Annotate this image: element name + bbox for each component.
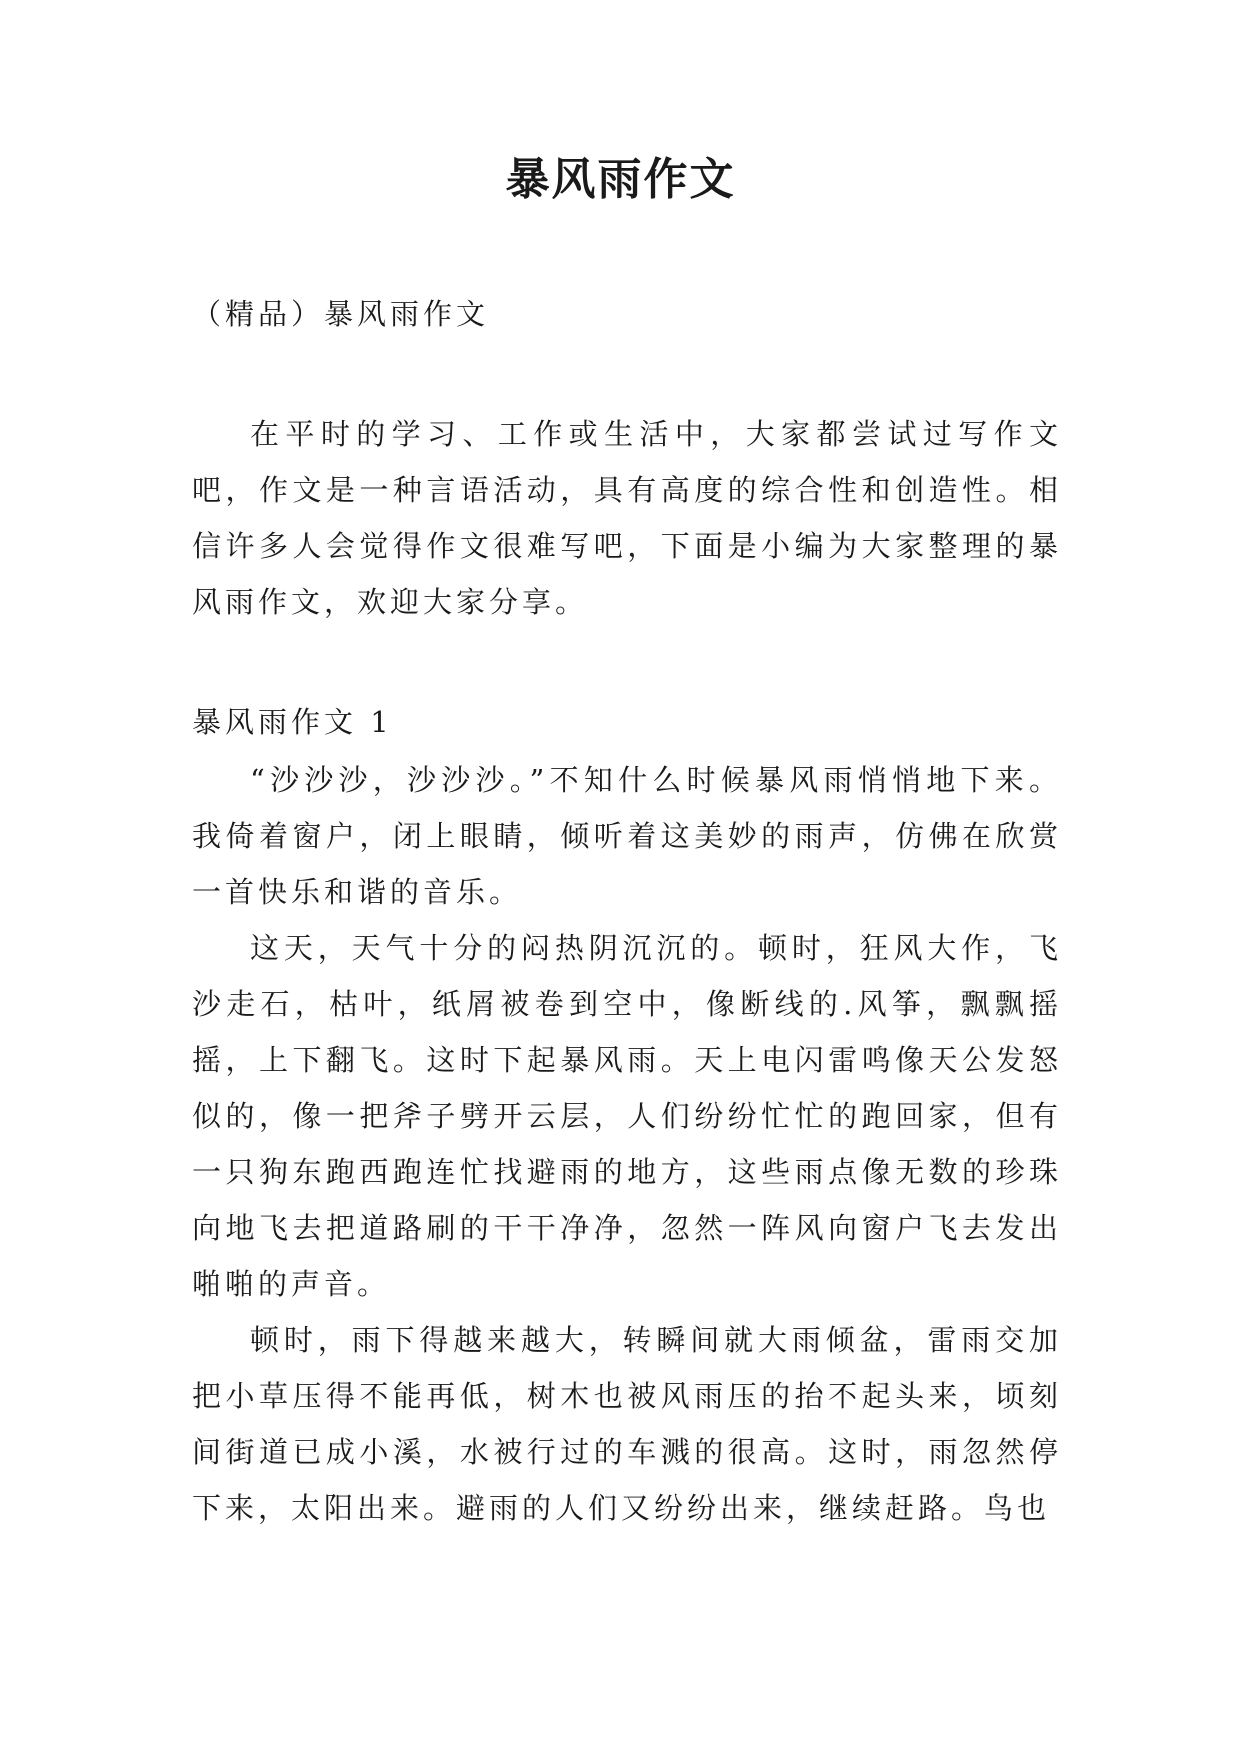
section-heading: 暴风雨作文 1 [192,705,393,739]
essay-paragraph: “沙沙沙，沙沙沙。”不知什么时候暴风雨悄悄地下来。我倚着窗户，闭上眼睛，倾听着这美妙的雨声，仿佛在欣赏一首快乐和谐的音乐。 [192,763,1062,909]
intro-block [192,406,1062,630]
essay-paragraph: 这天，天气十分的闷热阴沉沉的。顿时，狂风大作，飞沙走石，枯叶，纸屑被卷到空中，像断线的.风筝，飘飘摇摇，上下翻飞。这时下起暴风雨。天上电闪雷鸣像天公发怒似的，像一把斧子劈开云层，人们纷纷忙忙的跑回家，但有一只狗东跑西跑连忙找避雨的地方，这些雨点像无数的珍珠向地飞去把道路刷的干干净净，忽然一阵风向窗户飞去发出啪啪的声音。 [192,931,1062,1301]
document-subtitle: （精品）暴风雨作文 [192,297,490,331]
essay-paragraph: 顿时，雨下得越来越大，转瞬间就大雨倾盆，雷雨交加把小草压得不能再低，树木也被风雨压的抬不起头来，顷刻间街道已成小溪，水被行过的车溅的很高。这时，雨忽然停下来，太阳出来。避雨的人们又纷纷出来，继续赶路。鸟也 [192,1323,1062,1525]
intro-paragraph: 在平时的学习、工作或生活中，大家都尝试过写作文吧，作文是一种言语活动，具有高度的综合性和创造性。相信许多人会觉得作文很难写吧，下面是小编为大家整理的暴风雨作文，欢迎大家分享。 [192,417,1062,619]
essay-body [192,752,1062,1536]
document-title: 暴风雨作文 [505,154,736,205]
